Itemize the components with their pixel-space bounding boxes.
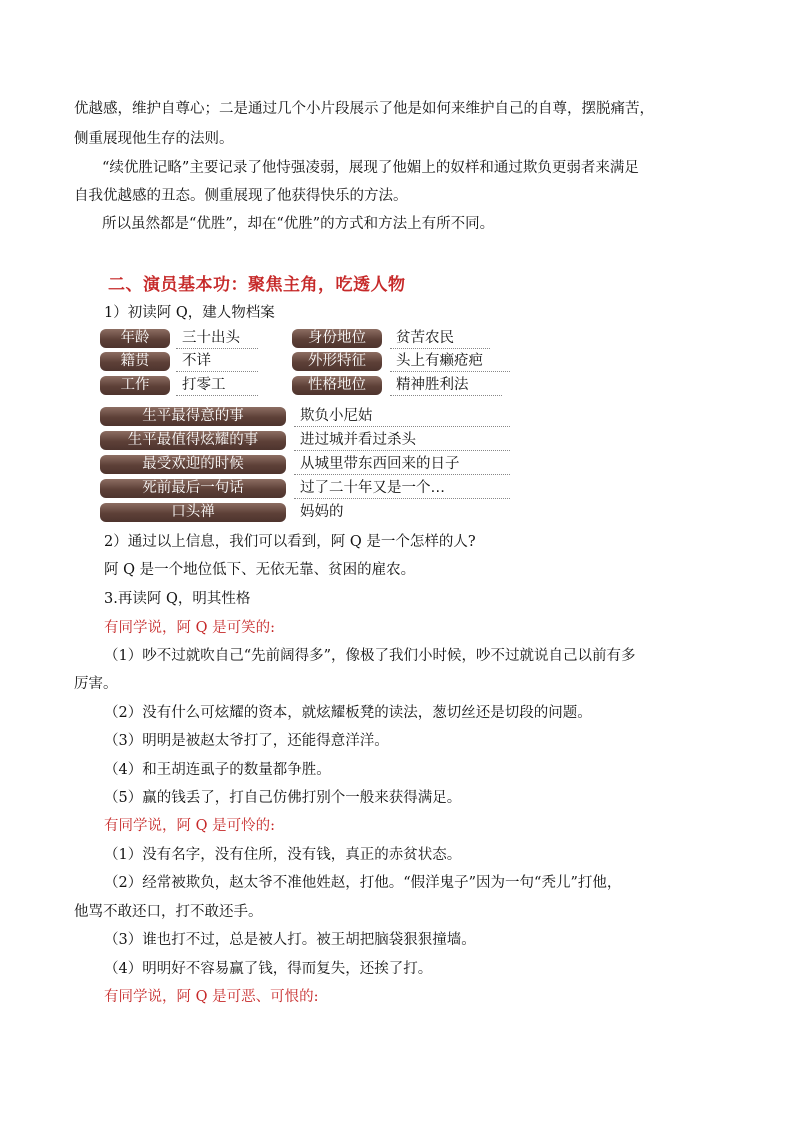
laughable-item-3: （3）明明是被赵太爷打了，还能得意洋洋。 — [104, 733, 389, 749]
profile-value-last-words: 过了二十年又是一个… — [294, 479, 510, 499]
pitiable-item-1: （1）没有名字，没有住所，没有钱，真正的赤贫状态。 — [104, 847, 462, 863]
profile-value-proudest: 欺负小尼姑 — [294, 407, 510, 427]
laughable-item-2: （2）没有什么可炫耀的资本，就炫耀板凳的读法，葱切丝还是切段的问题。 — [104, 705, 592, 721]
profile-label-age: 年龄 — [100, 329, 170, 348]
profile-value-origin: 不详 — [176, 352, 258, 372]
laughable-title: 有同学说，阿 Q 是可笑的: — [104, 620, 275, 636]
profile-value-catchphrase: 妈妈的 — [300, 504, 344, 520]
profile-value-status: 贫苦农民 — [390, 329, 490, 349]
hateful-title: 有同学说，阿 Q 是可恶、可恨的: — [104, 989, 319, 1005]
pitiable-item-3: （3）谁也打不过，总是被人打。被王胡把脑袋狠狠撞墙。 — [104, 932, 476, 948]
profile-value-personality: 精神胜利法 — [390, 376, 502, 396]
profile-label-catchphrase: 口头禅 — [100, 503, 286, 522]
profile-label-boast: 生平最值得炫耀的事 — [100, 431, 286, 450]
pitiable-item-2: （2）经常被欺负，赵太爷不准他姓赵，打他。“假洋鬼子”因为一句“秃儿”打他， — [104, 875, 622, 891]
step-2-question: 2）通过以上信息，我们可以看到，阿 Q 是一个怎样的人? — [104, 534, 476, 550]
section-title: 二、演员基本功：聚焦主角，吃透人物 — [108, 275, 406, 295]
profile-label-personality: 性格地位 — [292, 376, 382, 395]
profile-label-work: 工作 — [100, 376, 170, 395]
profile-value-age: 三十出头 — [176, 329, 258, 349]
pitiable-title: 有同学说，阿 Q 是可怜的: — [104, 818, 275, 834]
laughable-item-5: （5）赢的钱丢了，打自己仿佛打别个一般来获得满足。 — [104, 790, 462, 806]
laughable-item-4: （4）和王胡连虱子的数量都争胜。 — [104, 762, 331, 778]
intro-line-2: 侧重展现他生存的法则。 — [74, 131, 234, 147]
profile-label-popular: 最受欢迎的时候 — [100, 455, 286, 474]
intro-line-3: “续优胜记略”主要记录了他恃强凌弱，展现了他媚上的奴样和通过欺负更弱者来满足 — [102, 160, 639, 176]
intro-line-5: 所以虽然都是“优胜”，却在“优胜”的方式和方法上有所不同。 — [102, 216, 495, 232]
profile-label-proudest: 生平最得意的事 — [100, 407, 286, 426]
intro-line-1: 优越感，维护自尊心；二是通过几个小片段展示了他是如何来维护自己的自尊，摆脱痛苦， — [74, 101, 654, 117]
pitiable-item-4: （4）明明好不容易赢了钱，得而复失，还挨了打。 — [104, 961, 433, 977]
profile-label-status: 身份地位 — [292, 329, 382, 348]
pitiable-item-2-cont: 他骂不敢还口，打不敢还手。 — [74, 904, 263, 920]
profile-value-work: 打零工 — [176, 376, 258, 396]
profile-value-boast: 进过城并看过杀头 — [294, 431, 510, 451]
step-2-answer: 阿 Q 是一个地位低下、无依无靠、贫困的雇农。 — [104, 562, 416, 578]
laughable-item-1-cont: 厉害。 — [74, 676, 118, 692]
laughable-item-1: （1）吵不过就吹自己“先前阔得多”，像极了我们小时候，吵不过就说自己以前有多 — [104, 648, 636, 664]
intro-line-4: 自我优越感的丑态。侧重展现了他获得快乐的方法。 — [74, 188, 408, 204]
profile-value-appearance: 头上有癞疮疤 — [390, 352, 510, 372]
step-3-title: 3.再读阿 Q，明其性格 — [104, 591, 251, 607]
step-1-title: 1）初读阿 Q，建人物档案 — [104, 305, 275, 321]
profile-label-last-words: 死前最后一句话 — [100, 479, 286, 498]
profile-label-appearance: 外形特征 — [292, 352, 382, 371]
profile-label-origin: 籍贯 — [100, 352, 170, 371]
profile-value-popular: 从城里带东西回来的日子 — [294, 455, 510, 475]
